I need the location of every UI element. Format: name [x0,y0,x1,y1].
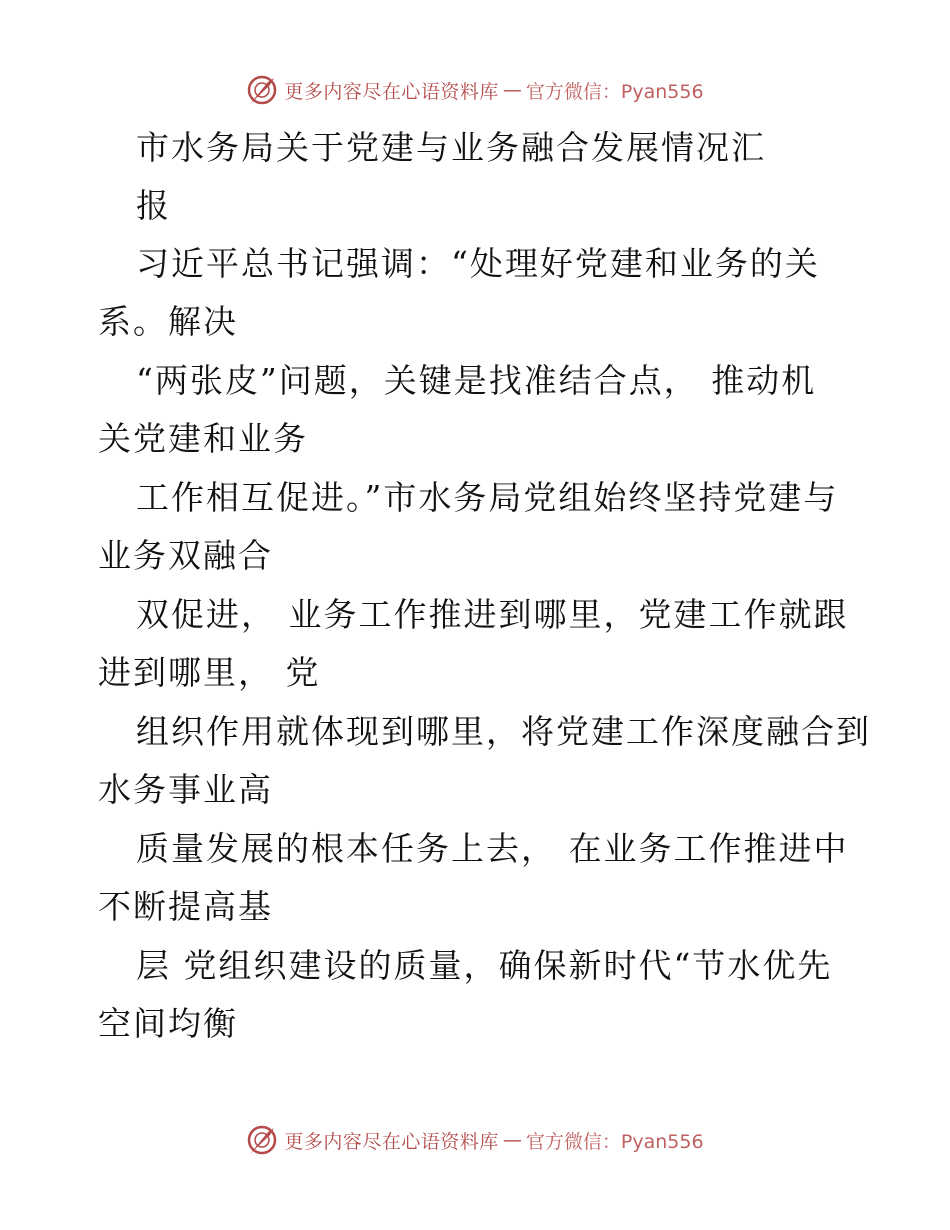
footer-watermark [0,1120,950,1160]
doc-line: 层 党组织建设的质量，确保新时代“节水优先 [136,946,833,985]
doc-line: 组织作用就体现到哪里，将党建工作深度融合到 [136,712,871,751]
doc-line: 进到哪里， 党 [98,653,321,692]
doc-line: 业务双融合 [98,536,273,575]
header-watermark [0,70,950,110]
doc-title-line-2: 报 [136,186,171,225]
quill-logo-icon [246,74,278,106]
doc-line: 空间均衡 [98,1004,238,1043]
doc-line: “两张皮”问题，关键是找准结合点， 推动机 [136,361,817,400]
doc-line: 双促进， 业务工作推进到哪里，党建工作就跟 [136,595,849,634]
doc-line: 不断提高基 [98,887,273,926]
doc-line: 关党建和业务 [98,419,308,458]
doc-line: 质量发展的根本任务上去， 在业务工作推进中 [136,829,849,868]
doc-line: 系。解决 [98,302,238,341]
doc-line: 习近平总书记强调：“处理好党建和业务的关 [136,244,820,283]
watermark-wechat: 官方微信：Pyan556 [525,80,704,103]
doc-line: 水务事业高 [98,770,273,809]
watermark-text: 更多内容尽在心语资料库 [284,80,499,103]
watermark-separator: — [502,1129,522,1151]
watermark-wechat: 官方微信：Pyan556 [525,1130,704,1153]
watermark-separator: — [502,79,522,101]
watermark-text: 更多内容尽在心语资料库 [284,1130,499,1153]
quill-logo-icon [246,1124,278,1156]
doc-title-line-1: 市水务局关于党建与业务融合发展情况汇 [136,128,766,167]
doc-line: 工作相互促进。”市水务局党组始终坚持党建与 [136,478,839,517]
